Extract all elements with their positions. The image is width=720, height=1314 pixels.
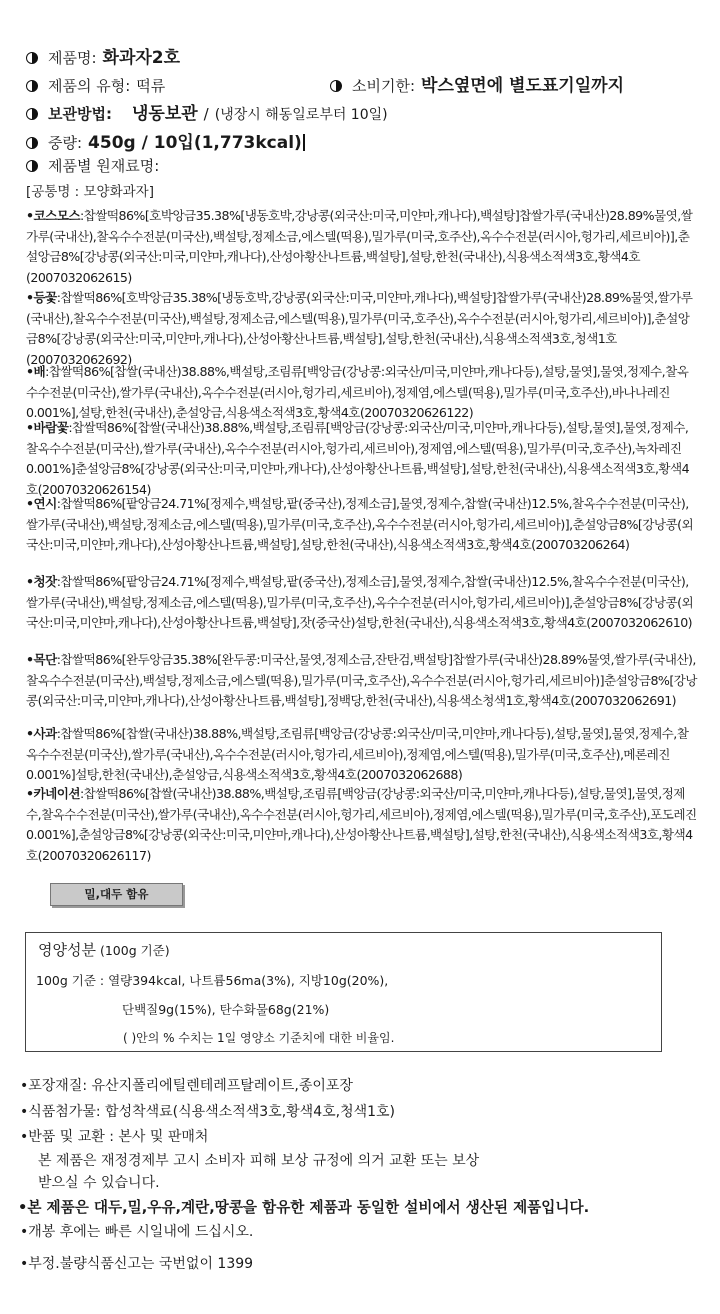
ingredient-text: :찹쌀떡86%[찹쌀(국내산)38.88%,백설탕,조림류[백앙금(강낭콩:외국산/미국,미얀마,캐나다등),설탕,물엿],물엿,정제수,찰옥수수전분(미국산),쌀가루(국내산),옥수수전분(러시아,헝가리,세르비아),정제염,에스텔(떡용),밀가루(미국,호주산),메론레진0.001%]설탕,한천(국내산),춘설앙금,식용색소적색3호,황색4호(2007032062688) xyxy=(26,726,689,783)
half-circle-icon xyxy=(26,80,38,92)
product-type-value: 떡류 xyxy=(136,77,166,95)
storage-label: 보관방법: xyxy=(48,105,112,123)
half-circle-icon xyxy=(26,160,38,172)
ingredient-name: •등꽃 xyxy=(26,290,57,305)
half-circle-icon xyxy=(26,108,38,120)
product-name-row xyxy=(26,48,180,68)
ingredient-name: •카네이션 xyxy=(26,786,80,801)
ingredient-name: •코스모스 xyxy=(26,208,80,223)
ingredients-heading-row xyxy=(26,156,159,176)
ingredient-name: •청잣 xyxy=(26,574,57,589)
expiry-value: 박스옆면에 별도표기일까지 xyxy=(421,76,624,96)
ingredient-item-wisteria xyxy=(26,288,698,370)
refund-title: •반품 및 교환 : 본사 및 판매처 xyxy=(20,1129,209,1145)
ingredient-item-apple xyxy=(26,724,698,786)
ingredient-text: :찹쌀떡86%[찹쌀(국내산)38.88%,백설탕,조림류[백앙금(강낭콩:외국산/미국,미얀마,캐나다등),설탕,물엿],물엿,정제수,찰옥수수전분(미국산),쌀가루(국내산),옥수수전분(러시아,헝가리,세르비아),정제염,에스텔(떡용),밀가루(미국,호주산),녹차레진0.001%]춘설앙금8%[강낭콩(외국산:미국,미얀마,캐나다),산성아황산나트륨,백설탕],설탕,한천(국내산),식용색소적색3호,황색4호(20070320626154) xyxy=(26,420,690,497)
nutrition-title-sub: (100g 기준) xyxy=(99,943,170,958)
refund-body-line-2: 받으실 수 있습니다. xyxy=(38,1175,160,1191)
ingredient-item-windflower xyxy=(26,418,698,500)
nutrition-line-2: 단백질9g(15%), 탄수화물68g(21%) xyxy=(122,1002,330,1017)
product-type-row xyxy=(26,76,165,96)
report-notice: •부정.불량식품신고는 국번없이 1399 xyxy=(20,1256,254,1272)
ingredient-text: :찹쌀떡86%[호박앙금35.38%[냉동호박,강낭콩(외국산:미국,미얀마,캐나다),백설탕]찹쌀가루(국내산)28.89%물엿,쌀가루(국내산),찰옥수수전분(미국산),백설탕,정제소금,에스텔(떡용),밀가루(미국,호주산),옥수수전분(러시아,헝가리,세르비아)],춘설앙금8%[강낭콩(외국산:미국,미얀마,캐나다),산성아황산나트륨,백설탕],설탕,한천(국내산),식용색소적색3호,황색4호(2007032062615) xyxy=(26,208,693,285)
facility-notice: •본 제품은 대두,밀,우유,계란,땅콩을 함유한 제품과 동일한 설비에서 생산된 제품입니다. xyxy=(18,1199,590,1216)
ingredient-text: :찹쌀떡86%[찹쌀(국내산)38.88%,백설탕,조림류[백앙금(강낭콩:외국산/미국,미얀마,캐나다등),설탕,물엿],물엿,정제수,찰옥수수전분(미국산),쌀가루(국내산),옥수수전분(러시아,헝가리,세르비아),정제염,에스텔(떡용),밀가루(미국,호주산),포도레진0.001%],춘설앙금8%[강낭콩(외국산:미국,미얀마,캐나다),산성아황산나트륨,백설탕],설탕,한천(국내산),식용색소적색3호,황색4호(20070320626117) xyxy=(26,786,697,863)
ingredient-name: •배 xyxy=(26,364,46,379)
ingredient-text: :찹쌀떡86%[팥앙금24.71%[정제수,백설탕,팥(중국산),정제소금],물엿,정제수,찹쌀(국내산)12.5%,찰옥수수전분(미국산),쌀가루(국내산),백설탕,정제소금,에스텔(떡용),밀가루(미국,호주산),옥수수전분(러시아,헝가리,세르비아)],춘설앙금8%[강낭콩(외국산:미국,미얀마,캐나다),산성아황산나트륨,백설탕],잣(중국산)설탕,한천(국내산),식용색소적색3호,황색4호(2007032062610) xyxy=(26,574,694,631)
product-type-label: 제품의 유형: xyxy=(48,77,131,95)
consume-notice: •개봉 후에는 빠른 시일내에 드십시오. xyxy=(20,1224,254,1240)
refund-body-line-1: 본 제품은 재정경제부 고시 소비자 피해 보상 규정에 의거 교환 또는 보상 xyxy=(38,1153,480,1169)
packaging-material: •포장재질: 유산지폴리에틸렌테레프탈레이트,종이포장 xyxy=(20,1078,353,1094)
allergen-badge: 밀,대두 함유 xyxy=(50,883,183,906)
ingredient-name: •사과 xyxy=(26,726,57,741)
ingredients-heading: 제품별 원재료명: xyxy=(48,157,160,175)
storage-value: 냉동보관 xyxy=(131,104,198,124)
nutrition-note: ( )안의 % 수치는 1일 영양소 기준치에 대한 비율임. xyxy=(123,1031,395,1045)
storage-note: (냉장시 해동일로부터 10일) xyxy=(214,107,388,123)
nutrition-line-1: 100g 기준 : 열량394kcal, 나트륨56ma(3%), 지방10g(20%), xyxy=(36,973,389,988)
nutrition-box xyxy=(25,932,662,1052)
text-cursor xyxy=(303,134,305,151)
product-name-label: 제품명: xyxy=(48,49,97,67)
food-additives: •식품첨가물: 합성착색료(식용색소적색3호,황색4호,청색1호) xyxy=(20,1104,396,1120)
weight-value: 450g / 10입(1,773kcal) xyxy=(88,133,302,153)
ingredient-name: •연시 xyxy=(26,496,57,511)
ingredient-item-peony xyxy=(26,650,698,712)
ingredient-item-carnation xyxy=(26,784,698,866)
storage-separator: / xyxy=(203,105,209,123)
weight-row xyxy=(26,131,305,153)
half-circle-icon xyxy=(330,80,342,92)
ingredient-text: :찹쌀떡86%[호박앙금35.38%[냉동호박,강낭콩(외국산:미국,미얀마,캐나다),백설탕]찹쌀가루(국내산)28.89%물엿,쌀가루(국내산),찰옥수수전분(미국산),백설탕,정제소금,에스텔(떡용),밀가루(미국,호주산),옥수수전분(러시아,헝가리,세르비아)],춘설앙금8%[강낭콩(외국산:미국,미얀마,캐나다),산성아황산나트륨,백설탕],설탕,한천(국내산),식용색소적색3호,청색1호(2007032062692) xyxy=(26,290,693,367)
nutrition-title: 영양성분 xyxy=(38,941,96,959)
expiry-row xyxy=(330,76,624,96)
common-name: [공통명 : 모양화과자] xyxy=(26,184,154,200)
ingredient-name: •바람꽃 xyxy=(26,420,69,435)
product-name-value: 화과자2호 xyxy=(102,48,181,68)
ingredient-item-cosmos xyxy=(26,206,698,288)
half-circle-icon xyxy=(26,52,38,64)
expiry-label: 소비기한: xyxy=(352,77,416,95)
ingredient-name: •목단 xyxy=(26,652,57,667)
ingredient-text: :찹쌀떡86%[완두앙금35.38%[완두콩:미국산,물엿,정제소금,잔탄검,백설탕]찹쌀가루(국내산)28.89%물엿,쌀가루(국내산),찰옥수수전분(미국산),백설탕,정제소금,에스텔(떡용),밀가루(미국,호주산),옥수수전분(러시아,헝가리,세르비아)]춘설앙금8%[강낭콩(외국산:미국,미얀마,캐나다),산성아황산나트륨,백설탕],정백당,한천(국내산),식용색소청색1호,황색4호(2007032062691) xyxy=(26,652,697,709)
nutrition-title-row xyxy=(38,939,170,960)
ingredient-item-pinenut xyxy=(26,572,698,634)
weight-label: 중량: xyxy=(48,134,83,152)
half-circle-icon xyxy=(26,137,38,149)
ingredient-item-pear xyxy=(26,362,698,424)
ingredient-item-persimmon xyxy=(26,494,698,556)
storage-row xyxy=(26,104,388,125)
ingredient-text: :찹쌀떡86%[팥앙금24.71%[정제수,백설탕,팥(중국산),정제소금],물엿,정제수,찹쌀(국내산)12.5%,찰옥수수전분(미국산),쌀가루(국내산),백설탕,정제소금,에스텔(떡용),밀가루(미국,호주산),옥수수전분(러시아,헝가리,세르비아)],춘설앙금8%[강낭콩(외국산:미국,미얀마,캐나다),산성아황산나트륨,백설탕],설탕,한천(국내산),식용색소적색3호,황색4호(200703206264) xyxy=(26,496,694,553)
ingredient-text: :찹쌀떡86%[찹쌀(국내산)38.88%,백설탕,조림류[백앙금(강낭콩:외국산/미국,미얀마,캐나다등),설탕,물엿],물엿,정제수,찰옥수수전분(미국산),쌀가루(국내산),옥수수전분(러시아,헝가리,세르비아),정제염,에스텔(떡용),밀가루(미국,호주산),바나나레진0.001%],설탕,한천(국내산),춘설앙금,식용색소적색3호,황색4호(20070320626122) xyxy=(26,364,689,421)
